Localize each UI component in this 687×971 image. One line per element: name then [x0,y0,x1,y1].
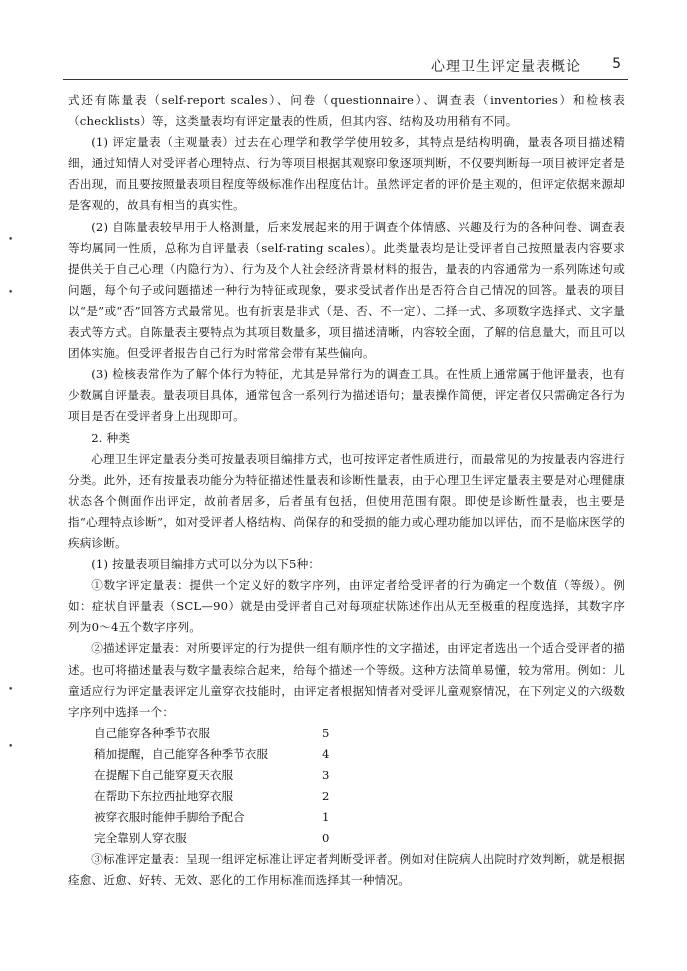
scale-row-value: 5 [322,725,330,740]
scale-row-value: 1 [322,810,330,825]
scale-row-text: 被穿衣服时能伸手脚给予配合 [94,810,245,825]
section-heading: 2. 种类 [91,430,131,445]
scale-row-value: 0 [322,831,330,846]
paragraph: (3) 检核表常作为了解个体行为特征，尤其是异常行为的调查工具。在性质上通常属于他评量表，也有少数属自评量表。量表项目具体，通常包含一系列行为描述语句；量表操作简便，评定者仅只需确定各行为项目是否在受评者身上出现即可。 [68,367,625,424]
scale-row-text: 自己能穿各种季节衣服 [94,725,210,740]
scale-row [68,765,625,786]
paragraph: (1) 按量表项目编排方式可以分为以下5种： [91,557,321,572]
scale-row [68,744,625,765]
scale-list [68,723,625,850]
scale-row [68,723,625,744]
margin-mark: • [8,235,14,245]
margin-mark: • [8,742,14,752]
margin-mark: • [8,288,14,298]
scale-row [68,786,625,807]
scale-row [68,828,625,849]
page-number: 5 [612,56,621,72]
margin-mark: • [8,685,14,695]
scale-row-text: 在提醒下自己能穿夏天衣服 [94,768,234,782]
paragraph: (1) 评定量表（主观量表）过去在心理学和教学学使用较多，其特点是结构明确，量表各项目描述精细，通过知情人对受评者心理特点、行为等项目根据其观察印象逐项判断，不仅要判断每一项目被评定者是否出现，而且要按照量表项目程度等级标准作出程度估计。虽然评定者的评价是主观的，但评定依据来源却是客观的，故具有相当的真实性。 [68,135,625,213]
scale-row-text: 完全靠别人穿衣服 [94,831,187,846]
running-header [63,50,633,78]
paragraph: ②描述评定量表：对所要评定的行为提供一组有顺序性的文字描述，由评定者选出一个适合受评者的描述。也可将描述量表与数字量表综合起来，给每个描述一个等级。这种方法简单易懂，较为常用。例如：儿童适应行为评定量表评定儿童穿衣技能时，由评定者根据知情者对受评儿童观察情况，在下列定义的六级数字序列中选择一个： [68,641,625,719]
paragraph: ③标准评定量表：呈现一组评定标准让评定者判断受评者。例如对住院病人出院时疗效判断，就是根据痊愈、近愈、好转、无效、恶化的工作用标准而选择其一种情况。 [68,852,625,888]
header-rule [63,79,628,80]
scale-row-value: 2 [322,789,330,804]
scale-row-value: 3 [322,768,330,782]
paragraph: 心理卫生评定量表分类可按量表项目编排方式，也可按评定者性质进行，而最常见的为按量表内容进行分类。此外，还有按量表功能分为特征描述性量表和诊断性量表，由于心理卫生评定量表主要是对心理健康状态各个侧面作出评定，故前者居多，后者虽有包括，但使用范围有限。即使是诊断性量表，也主要是指“心理特点诊断”，如对受评者人格结构、尚保存的和受损的能力或心理功能加以评估，而不是临床医学的疾病诊断。 [68,451,625,550]
body-text [68,90,625,892]
scale-row-value: 4 [322,746,330,761]
paragraph: 式还有陈量表（self-report scales）、问卷（questionnaire）、调查表（inventories）和检核表（checklists）等，这类量表均有评定量表的性质，但其内容、结构及功用稍有不同。 [68,93,625,129]
scale-row-text: 在帮助下东拉西扯地穿衣服 [94,789,234,804]
scale-row-text: 稍加提醒，自己能穿各种季节衣服 [94,746,268,761]
scale-row [68,807,625,828]
header-title: 心理卫生评定量表概论 [431,59,581,75]
paragraph: (2) 自陈量表较早用于人格测量，后来发展起来的用于调查个体情感、兴趣及行为的各种问卷、调查表等均属同一性质，总称为自评量表（self-rating scales）。此类量表均是让受评者自己按照量表内容要求提供关于自己心理（内隐行为）、行为及个人社会经济背景材料的报告，量表的内容通常为一系列陈述句或问题，每个句子或问题描述一种行为特征或现象，要求受试者作出是否符合自己情况的回答。量表的项目以“是”或“否”回答方式最常见。也有折衷是非式（是、否、不一定）、二择一式、多项数字选择式、文字量表式等方式。自陈量表主要特点为其项目数量多，项目描述清晰，内容较全面，了解的信息量大，而且可以团体实施。但受评者报告自己行为时常常会带有某些偏向。 [68,219,625,361]
paragraph: ①数字评定量表：提供一个定义好的数字序列，由评定者给受评者的行为确定一个数值（等级）。例如：症状自评量表（SCL—90）就是由受评者自己对每项症状陈述作出从无至极重的程度选择，其数字序列为0～4五个数字序列。 [68,578,625,635]
